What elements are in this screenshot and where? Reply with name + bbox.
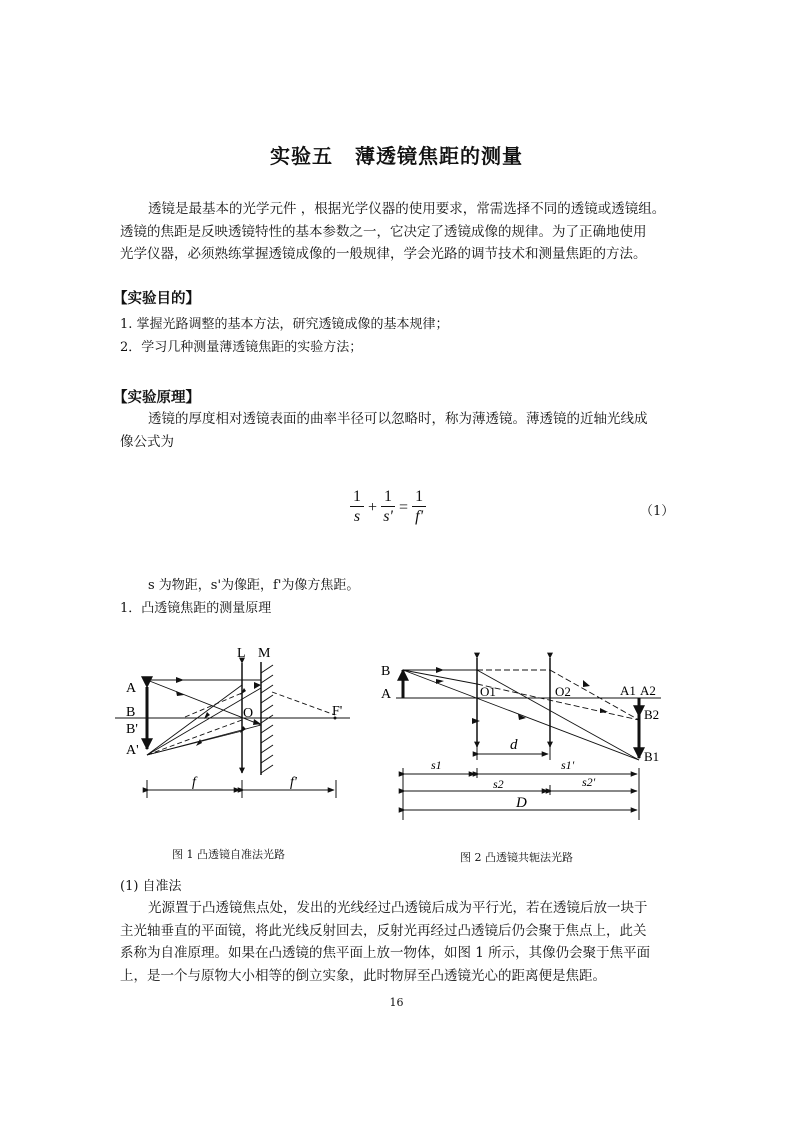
label-f: f — [192, 775, 196, 790]
label-L: L — [237, 646, 246, 661]
label-O2: O2 — [555, 684, 571, 699]
figure-2-diagram — [378, 650, 678, 825]
label-s2-prime: s2' — [582, 775, 596, 789]
lens-formula — [348, 488, 428, 527]
objective-item: 1. 掌握光路调整的基本方法，研究透镜成像的基本规律； — [120, 317, 449, 332]
method-1-heading: (1) 自准法 — [120, 879, 182, 894]
fraction-1-over-s: $\frac{1}{s}$ — [350, 488, 364, 527]
figure-1-caption: 图 1 凸透镜自准法光路 — [172, 848, 285, 861]
intro-line: 透镜是最基本的光学元件 ，根据光学仪器的使用要求，常需选择不同的透镜或透镜组。 — [148, 201, 666, 217]
intro-line: 透镜的焦距是反映透镜特性的基本参数之一，它决定了透镜成像的规律。为了正确地使用 — [120, 223, 647, 240]
label-f-prime: f' — [290, 775, 297, 790]
label-s1: s1 — [431, 758, 442, 772]
principle-line: 像公式为 — [120, 433, 174, 450]
page-number: 16 — [389, 996, 404, 1009]
label-B: B — [126, 705, 136, 720]
figure-1-diagram — [110, 635, 370, 810]
label-A: A — [126, 681, 137, 696]
subsection-heading: 1．凸透镜焦距的测量原理 — [120, 601, 272, 616]
page-title — [0, 140, 793, 169]
method-1-line: 上，是一个与原物大小相等的倒立实象，此时物屏至凸透镜光心的距离便是焦距。 — [120, 967, 606, 984]
method-1-line: 主光轴垂直的平面镜，将此光线反射回去，反射光再经过凸透镜后仍会聚于焦点上，此关 — [120, 922, 647, 939]
figure-2-caption: 图 2 凸透镜共轭法光路 — [460, 851, 573, 864]
label-B2: B2 — [644, 707, 660, 722]
label-F-prime: F' — [332, 704, 343, 719]
definitions-text: s 为物距，s'为像距，f'为像方焦距。 — [148, 578, 360, 593]
method-1-line: 光源置于凸透镜焦点处，发出的光线经过凸透镜后成为平行光，若在透镜后放一块于 — [148, 900, 648, 916]
equation-number: （1） — [640, 504, 675, 519]
objectives-heading: 【实验目的】 — [113, 291, 200, 307]
experiment-number: 实验五 — [270, 144, 333, 168]
method-1-paragraph — [120, 897, 672, 987]
label-A-prime: A' — [126, 743, 139, 758]
label-A1: A1 — [620, 683, 636, 698]
plus-sign: + — [368, 498, 378, 516]
label-B1: B1 — [644, 749, 660, 764]
label-A: A — [381, 687, 392, 702]
fraction-1-over-s-prime: $\frac{1}{s'}$ — [381, 488, 395, 527]
label-s2: s2 — [493, 777, 504, 791]
principle-heading: 【实验原理】 — [113, 390, 200, 406]
label-B-prime: B' — [126, 722, 138, 737]
fraction-1-over-f-prime: $\frac{1}{f'}$ — [412, 488, 426, 527]
label-d: d — [510, 737, 518, 753]
intro-line: 光学仪器，必须熟练掌握透镜成像的一般规律，学会光路的调节技术和测量焦距的方法。 — [120, 246, 647, 262]
principle-line: 透镜的厚度相对透镜表面的曲率半径可以忽略时，称为薄透镜。薄透镜的近轴光线成 — [148, 411, 648, 427]
experiment-title: 薄透镜焦距的测量 — [355, 144, 523, 168]
label-D: D — [516, 795, 527, 811]
method-1-line: 系称为自准原理。如果在凸透镜的焦平面上放一物体，如图 1 所示，其像仍会聚于焦平面 — [120, 945, 651, 961]
label-A2: A2 — [640, 683, 656, 698]
label-B: B — [381, 664, 391, 679]
principle-paragraph — [120, 408, 672, 453]
objective-item: 2．学习几种测量薄透镜焦距的实验方法； — [120, 340, 363, 355]
equals-sign: = — [399, 498, 409, 516]
label-O1: O1 — [480, 684, 496, 699]
label-O: O — [243, 706, 254, 721]
label-s1-prime: s1' — [561, 758, 575, 772]
intro-paragraph — [120, 198, 672, 266]
label-M: M — [258, 646, 271, 661]
